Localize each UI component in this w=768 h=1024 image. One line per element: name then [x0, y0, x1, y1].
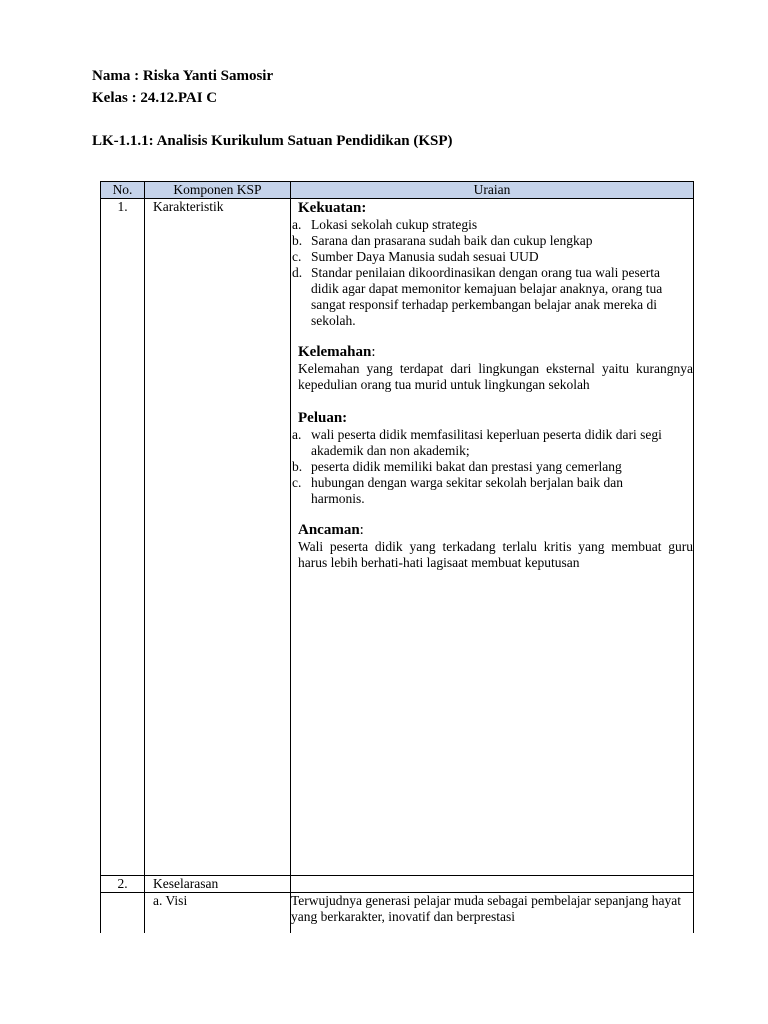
row-number: 2.: [101, 876, 145, 893]
list-marker: d.: [292, 265, 303, 280]
row-number: 1.: [101, 199, 145, 876]
table-row: [101, 893, 694, 934]
list-marker: a.: [292, 217, 302, 232]
list-text: Sumber Daya Manusia sudah sesuai UUD: [311, 249, 539, 264]
list-text: Lokasi sekolah cukup strategis: [311, 217, 478, 232]
peluan-heading: Peluan:: [298, 410, 348, 426]
list-text: Standar penilaian dikoordinasikan dengan orang tua wali peserta didik agar dapat memonitor kemajuan belajar anaknya, orang tua sangat responsif terhadap perkembangan belajar anak mereka di sekolah.: [311, 265, 663, 328]
document-title: LK-1.1.1: Analisis Kurikulum Satuan Pendidikan (KSP): [92, 133, 453, 149]
list-item: [291, 427, 693, 459]
header-uraian: Uraian: [291, 182, 694, 199]
peluan-list: [291, 427, 693, 507]
list-marker: a.: [292, 427, 302, 442]
table-header-row: [101, 182, 694, 199]
list-item: [291, 265, 693, 329]
student-class: Kelas : 24.12.PAI C: [92, 90, 218, 106]
list-text: Sarana dan prasarana sudah baik dan cukup lengkap: [311, 233, 593, 248]
student-name: Nama : Riska Yanti Samosir: [92, 68, 274, 84]
list-item: [291, 475, 693, 507]
list-marker: c.: [292, 249, 302, 264]
list-item: [291, 217, 693, 233]
list-marker: b.: [292, 233, 303, 248]
row-uraian: [291, 876, 694, 893]
kelemahan-heading: Kelemahan:: [298, 344, 376, 360]
row-komponen: a. Visi: [145, 893, 291, 934]
row-komponen: Karakteristik: [145, 199, 291, 876]
row-uraian: Terwujudnya generasi pelajar muda sebagai pembelajar sepanjang hayat yang berkarakter, inovatif dan berprestasi: [291, 893, 694, 934]
list-marker: c.: [292, 475, 302, 490]
list-text: wali peserta didik memfasilitasi keperluan peserta didik dari segi akademik dan non akademik;: [311, 427, 662, 458]
kelemahan-text: Kelemahan yang terdapat dari lingkungan eksternal yaitu kurangnya kepedulian orang tua murid untuk lingkungan sekolah: [298, 361, 693, 392]
list-item: [291, 249, 693, 265]
table-row: [101, 199, 694, 876]
row-number: [101, 893, 145, 934]
kekuatan-list: [291, 217, 693, 329]
kekuatan-heading: Kekuatan:: [298, 200, 367, 216]
list-marker: b.: [292, 459, 303, 474]
list-text: peserta didik memiliki bakat dan prestasi yang cemerlang: [311, 459, 622, 474]
list-text: hubungan dengan warga sekitar sekolah berjalan baik dan harmonis.: [311, 475, 624, 506]
header-no: No.: [101, 182, 145, 199]
list-item: [291, 233, 693, 249]
ancaman-heading: Ancaman:: [298, 522, 364, 538]
ancaman-text: Wali peserta didik yang terkadang terlalu kritis yang membuat guru harus lebih berhati-hati lagisaat membuat keputusan: [298, 539, 693, 570]
row-uraian: [291, 199, 694, 876]
row-komponen: Keselarasan: [145, 876, 291, 893]
table-row: [101, 876, 694, 893]
list-item: [291, 459, 693, 475]
ksp-analysis-table: [100, 181, 694, 933]
header-komponen: Komponen KSP: [145, 182, 291, 199]
